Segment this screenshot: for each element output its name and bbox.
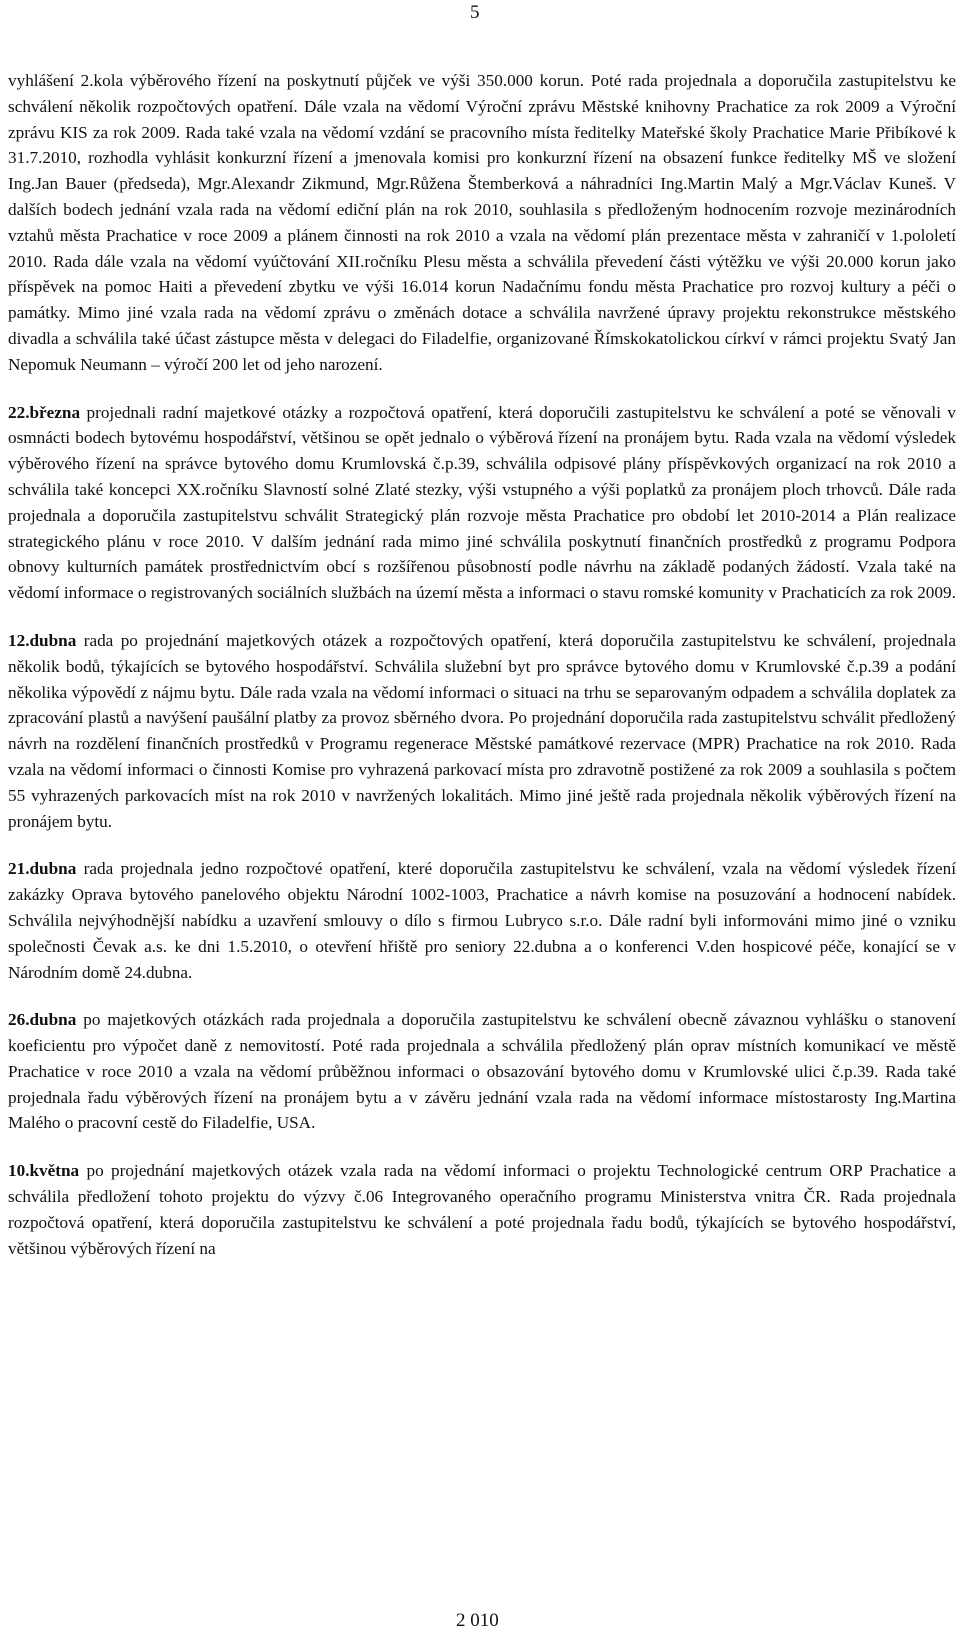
paragraph-date: 26.dubna [8, 1010, 77, 1030]
paragraph-text: po projednání majetkových otázek vzala rada na vědomí informaci o projektu Technologické centrum ORP Prachatice a schválila předložení tohoto projektu do výzvy č.06 Integrovaného operačního programu Ministerstva vnitra ČR. Rada projednala rozpočtová opatření, která doporučila zastupitelstvu ke schválení a poté projednala řadu bodů, týkajících se bytového hospodářství, většinou výběrových řízení na [8, 1161, 956, 1258]
paragraph-text: rada po projednání majetkových otázek a rozpočtových opatření, která doporučila zastupitelstvu ke schválení, projednala několik bodů, týkajících se bytového hospodářství. Schválila služební byt pro správce bytového domu v Krumlovské č.p.39 a podání několika výpovědí z nájmu bytu. Dále rada vzala na vědomí informaci o situaci na trhu se separovaným odpadem a schválila doplatek za zpracování plastů a navýšení paušální platby za provoz sběrného dvora. Po projednání doporučila rada zastupitelstvu schválit předložený návrh na rozdělení finančních prostředků v Programu regenerace Městské památkové rezervace (MPR) Prachatice na rok 2010. Rada vzala na vědomí informaci o činnosti Komise pro vyhrazená parkovací místa pro zdravotně postižené za rok 2009 a souhlasila s počtem 55 vyhrazených parkovacích míst na rok 2010 v navržených lokalitách. Mimo jiné ještě rada projednala několik výběrových řízení na pronájem bytu. [8, 630, 956, 831]
page-number: 5 [470, 2, 480, 23]
paragraph-26-dubna [8, 1007, 956, 1136]
paragraph-text: vyhlášení 2.kola výběrového řízení na poskytnutí půjček ve výši 350.000 korun. Poté rada projednala a doporučila zastupitelstvu ke schválení několik rozpočtových opatření. Dále vzala na vědomí Výroční zprávu Městské knihovny Prachatice za rok 2009 a Výroční zprávu KIS za rok 2009. Rada také vzala na vědomí vzdání se pracovního místa ředitelky Mateřské školy Prachatice Marie Přibíkové k 31.7.2010, rozhodla vyhlásit konkurzní řízení a jmenovala komisi pro konkurzní řízení na obsazení funkce ředitelky MŠ ve složení Ing.Jan Bauer (předseda), Mgr.Alexandr Zikmund, Mgr.Růžena Štemberková a náhradníci Ing.Martin Malý a Mgr.Václav Kuneš. V dalších bodech jednání vzala rada na vědomí ediční plán na rok 2010, souhlasila s předloženým hodnocením rozvoje mezinárodních vztahů města Prachatice v roce 2009 a plánem činnosti na rok 2010 a vzala na vědomí plán prezentace města v zahraničí v 1.pololetí 2010. Rada dále vzala na vědomí vyúčtování XII.ročníku Plesu města a schválila převedení části výtěžku ve výši 20.000 korun jako příspěvek na pomoc Haiti a převedení zbytku ve výši 16.014 korun Nadačnímu fondu města Prachatice pro rozvoj kultury a péči o památky. Mimo jiné vzala rada na vědomí zprávu o změnách dotace a schválila navržené úpravy projektu rekonstrukce městského divadla a schválila také účast zástupce města v delegaci do Filadelfie, organizované Římskokatolickou církví v rámci projektu Svatý Jan Nepomuk Neumann – výročí 200 let od jeho narození. [8, 71, 956, 374]
paragraph-21-dubna [8, 856, 956, 985]
paragraph-10-kvetna [8, 1158, 956, 1261]
paragraph-date: 12.dubna [8, 630, 77, 650]
paragraph-22-brezna [8, 400, 956, 606]
paragraph-date: 22.března [8, 402, 81, 422]
paragraph-12-dubna [8, 628, 956, 834]
paragraph-date: 10.května [8, 1161, 80, 1181]
paragraph-text: po majetkových otázkách rada projednala a doporučila zastupitelstvu ke schválení obecně závaznou vyhlášku o stanovení koeficientu pro výpočet daně z nemovitostí. Poté rada projednala a schválila předložený plán oprav místních komunikací ve městě Prachatice v roce 2010 a vzala na vědomí průběžnou informaci o obsazování bytového domu v Krumlovské ulici č.p.39. Rada také projednala řadu výběrových řízení na pronájem bytu a v závěru jednání vzala rada na vědomí informace místostarosty Ing.Martina Malého o pracovní cestě do Filadelfie, USA. [8, 1010, 956, 1133]
footer-year: 2 010 [456, 1610, 499, 1631]
paragraph-date: 21.dubna [8, 859, 77, 879]
paragraph-text: projednali radní majetkové otázky a rozpočtová opatření, která doporučili zastupitelstvu ke schválení a poté se věnovali v osmnácti bodech bytovému hospodářství, většinou se opět jednalo o výběrová řízení na pronájem bytu. Rada vzala na vědomí výsledek výběrového řízení na správce bytového domu Krumlovská č.p.39, schválila odpisové plány příspěvkových organizací na rok 2010 a schválila také koncepci XX.ročníku Slavností solné Zlaté stezky, výši vstupného a výši poplatků za pronájem ploch trhovců. Dále rada projednala a doporučila zastupitelstvu schválit Strategický plán rozvoje města Prachatice pro období let 2010-2014 a Plán realizace strategického plánu v roce 2010. V dalším jednání rada mimo jiné schválila poskytnutí finančních prostředků z programu Podpora obnovy kulturních památek prostřednictvím obcí s rozšířenou působností podle návrhu na základě podaných žádostí. Vzala také na vědomí informace o registrovaných sociálních službách na území města a informaci o stavu romské komunity v Prachaticích za rok 2009. [8, 402, 956, 603]
paragraph-continuation [8, 68, 956, 378]
document-body [8, 68, 956, 1283]
paragraph-text: rada projednala jedno rozpočtové opatření, které doporučila zastupitelstvu ke schválení, vzala na vědomí výsledek řízení zakázky Oprava bytového panelového objektu Národní 1002-1003, Prachatice a návrh komise na posuzování a hodnocení nabídek. Schválila nejvýhodnější nabídku a uzavření smlouvy o dílo s firmou Lubryco s.r.o. Dále radní byli informováni mimo jiné o vzniku společnosti Čevak a.s. ke dni 1.5.2010, o otevření hřiště pro seniory 22.dubna a o konferenci V.den hospicové péče, konající se v Národním domě 24.dubna. [8, 859, 956, 982]
